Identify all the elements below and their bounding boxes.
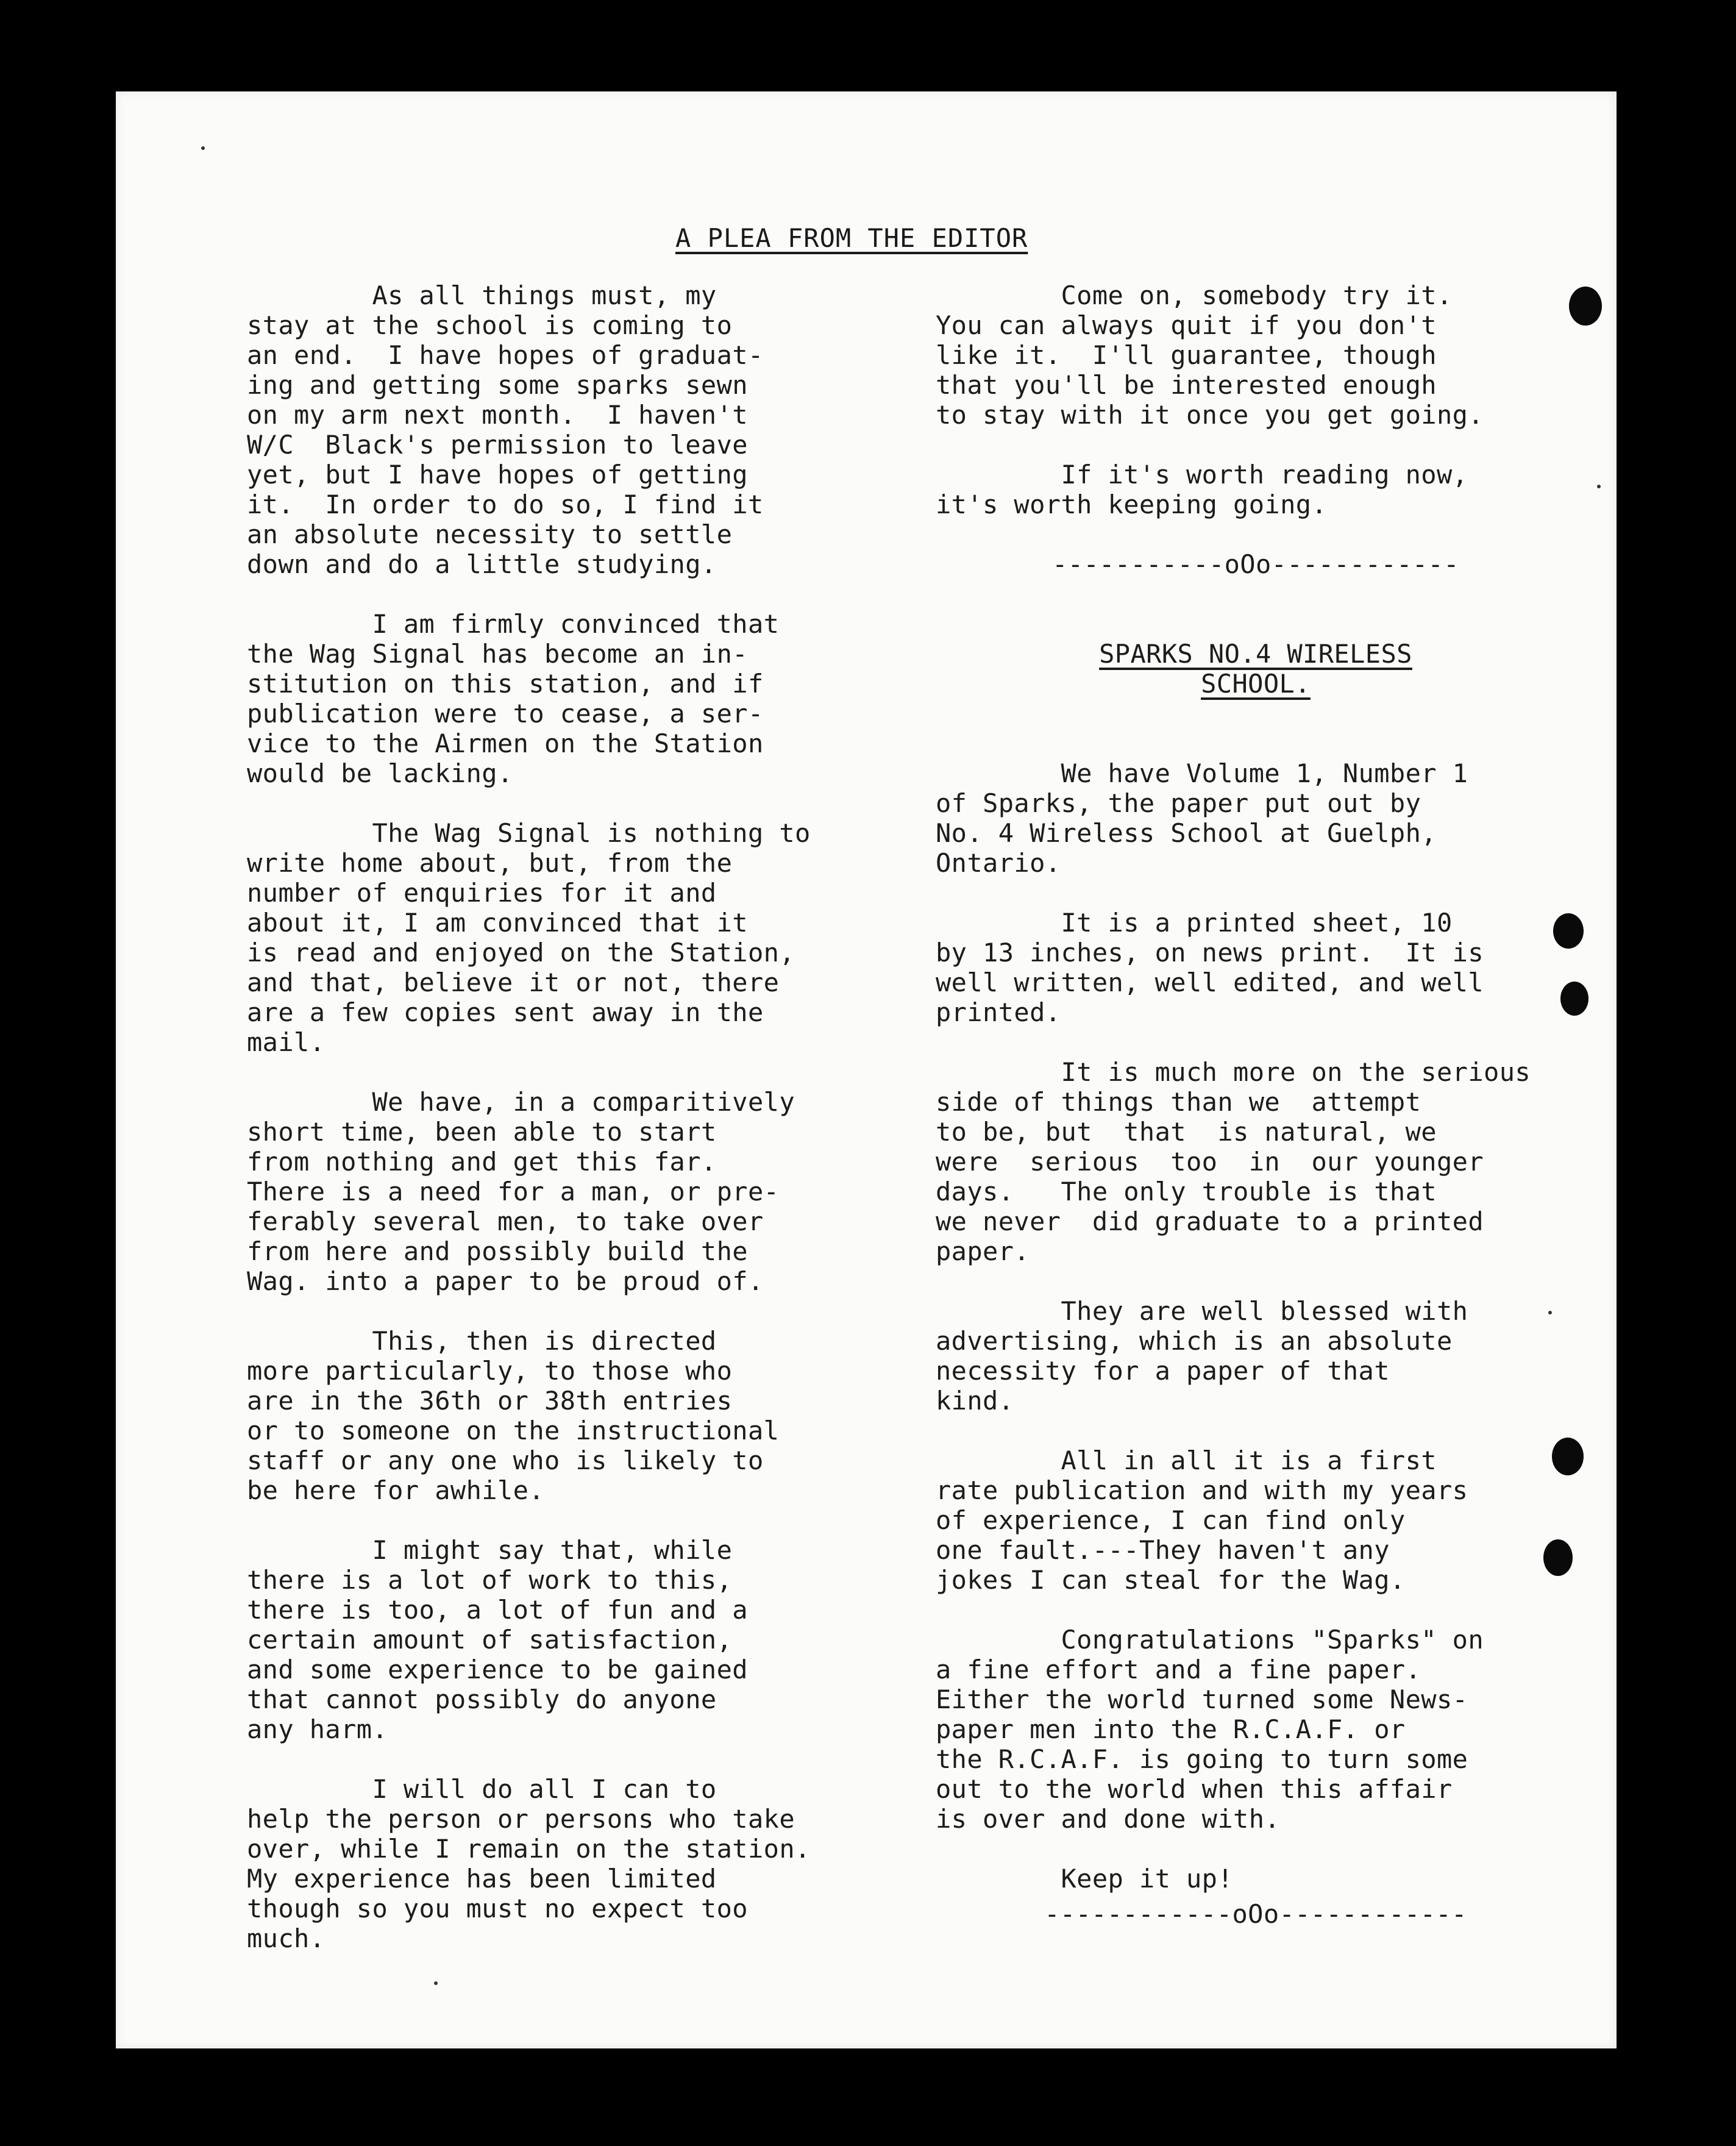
text-line: Keep it up! bbox=[936, 1864, 1234, 1894]
text-line: This, then is directed bbox=[247, 1326, 717, 1356]
text-line: number of enquiries for it and bbox=[247, 878, 717, 908]
punch-hole bbox=[1560, 982, 1588, 1016]
text-line: Congratulations "Sparks" on bbox=[936, 1625, 1484, 1655]
text-line: Wag. into a paper to be proud of. bbox=[247, 1266, 764, 1296]
paper-speck bbox=[434, 1981, 438, 1985]
text-line: would be lacking. bbox=[247, 758, 513, 788]
text-line: vice to the Airmen on the Station bbox=[247, 729, 764, 758]
left-column bbox=[247, 280, 911, 1983]
text-line: any harm. bbox=[247, 1714, 388, 1744]
text-line: were serious too in our younger bbox=[936, 1147, 1484, 1177]
text-line: days. The only trouble is that bbox=[936, 1177, 1437, 1207]
text-line: we never did graduate to a printed bbox=[936, 1207, 1484, 1236]
right-intro-paragraph bbox=[936, 280, 1576, 430]
text-line: No. 4 Wireless School at Guelph, bbox=[936, 818, 1437, 848]
text-line: paper men into the R.C.A.F. or bbox=[936, 1714, 1406, 1744]
text-line: be here for awhile. bbox=[247, 1475, 545, 1505]
text-line: write home about, but, from the bbox=[247, 848, 733, 878]
closing-divider: ------------oOo------------ bbox=[1044, 1899, 1467, 1929]
text-line: or to someone on the instructional bbox=[247, 1416, 780, 1446]
paper-speck bbox=[1548, 1311, 1552, 1314]
text-line: it. In order to do so, I find it bbox=[247, 490, 764, 519]
text-line: of experience, I can find only bbox=[936, 1505, 1406, 1535]
text-line: down and do a little studying. bbox=[247, 549, 717, 579]
text-line: W/C Black's permission to leave bbox=[247, 430, 748, 460]
text-line: mail. bbox=[247, 1027, 326, 1057]
text-line: kind. bbox=[936, 1386, 1014, 1416]
text-line: out to the world when this affair bbox=[936, 1774, 1453, 1804]
right-paragraph bbox=[936, 1446, 1576, 1595]
text-line: the R.C.A.F. is going to turn some bbox=[936, 1744, 1468, 1774]
text-line: an absolute necessity to settle bbox=[247, 519, 733, 549]
text-line: ing and getting some sparks sewn bbox=[247, 370, 748, 400]
text-line: necessity for a paper of that bbox=[936, 1356, 1390, 1386]
text-line: We have Volume 1, Number 1 bbox=[936, 758, 1468, 788]
text-line: I am firmly convinced that bbox=[247, 609, 780, 639]
right-intro-paragraph bbox=[936, 460, 1576, 519]
text-line: like it. I'll guarantee, though bbox=[936, 340, 1437, 370]
heading-line: SPARKS NO.4 WIRELESS bbox=[1099, 639, 1412, 669]
text-line: rate publication and with my years bbox=[936, 1475, 1468, 1505]
text-line: As all things must, my bbox=[247, 280, 717, 310]
right-paragraph bbox=[936, 1864, 1576, 1894]
text-line: help the person or persons who take bbox=[247, 1804, 795, 1834]
text-line: certain amount of satisfaction, bbox=[247, 1625, 733, 1655]
text-line: about it, I am convinced that it bbox=[247, 908, 748, 938]
right-paragraph bbox=[936, 1057, 1576, 1266]
text-line: They are well blessed with bbox=[936, 1296, 1468, 1326]
text-line: Ontario. bbox=[936, 848, 1061, 878]
text-line: I will do all I can to bbox=[247, 1774, 717, 1804]
text-line: You can always quit if you don't bbox=[936, 310, 1437, 340]
text-line: My experience has been limited bbox=[247, 1864, 717, 1894]
text-line: on my arm next month. I haven't bbox=[247, 400, 748, 430]
text-line: publication were to cease, a ser- bbox=[247, 699, 764, 729]
text-line: We have, in a comparitively bbox=[247, 1087, 795, 1117]
text-line: jokes I can steal for the Wag. bbox=[936, 1565, 1406, 1595]
text-line: there is too, a lot of fun and a bbox=[247, 1595, 748, 1625]
text-line: staff or any one who is likely to bbox=[247, 1446, 764, 1475]
text-line: stitution on this station, and if bbox=[247, 669, 764, 699]
text-line: It is much more on the serious bbox=[936, 1057, 1531, 1087]
text-line: I might say that, while bbox=[247, 1535, 733, 1565]
right-paragraph bbox=[936, 1296, 1576, 1416]
left-paragraph bbox=[247, 609, 911, 788]
text-line: that cannot possibly do anyone bbox=[247, 1684, 717, 1714]
text-line: stay at the school is coming to bbox=[247, 310, 733, 340]
text-line: it's worth keeping going. bbox=[936, 490, 1328, 519]
sparks-heading bbox=[936, 639, 1576, 699]
text-line: Either the world turned some News- bbox=[936, 1684, 1468, 1714]
text-line: by 13 inches, on news print. It is bbox=[936, 938, 1484, 968]
text-line: an end. I have hopes of graduat- bbox=[247, 340, 764, 370]
text-line: one fault.---They haven't any bbox=[936, 1535, 1390, 1565]
punch-hole bbox=[1569, 287, 1602, 326]
punch-hole bbox=[1543, 1539, 1573, 1576]
page-title: A PLEA FROM THE EDITOR bbox=[675, 223, 1028, 253]
text-line: If it's worth reading now, bbox=[936, 460, 1468, 490]
text-line: printed. bbox=[936, 997, 1061, 1027]
left-paragraph bbox=[247, 1326, 911, 1505]
text-line: short time, been able to start bbox=[247, 1117, 717, 1147]
section-divider: -----------oOo------------ bbox=[1052, 549, 1459, 579]
text-line: to be, but that is natural, we bbox=[936, 1117, 1437, 1147]
text-line: that you'll be interested enough bbox=[936, 370, 1437, 400]
punch-hole bbox=[1552, 1438, 1584, 1475]
right-column bbox=[936, 280, 1576, 1959]
left-paragraph bbox=[247, 1774, 911, 1953]
text-line: All in all it is a first bbox=[936, 1446, 1437, 1475]
text-line: and that, believe it or not, there bbox=[247, 968, 780, 997]
punch-hole bbox=[1553, 913, 1584, 949]
text-line: There is a need for a man, or pre- bbox=[247, 1177, 780, 1207]
text-line: is over and done with. bbox=[936, 1804, 1281, 1834]
text-line: well written, well edited, and well bbox=[936, 968, 1484, 997]
text-line: are in the 36th or 38th entries bbox=[247, 1386, 733, 1416]
left-paragraph bbox=[247, 280, 911, 579]
left-paragraph bbox=[247, 818, 911, 1057]
text-line: more particularly, to those who bbox=[247, 1356, 733, 1386]
text-line: yet, but I have hopes of getting bbox=[247, 460, 748, 490]
text-line: of Sparks, the paper put out by bbox=[936, 788, 1421, 818]
text-line: is read and enjoyed on the Station, bbox=[247, 938, 795, 968]
text-line: Come on, somebody try it. bbox=[936, 280, 1453, 310]
text-line: from nothing and get this far. bbox=[247, 1147, 717, 1177]
text-line: and some experience to be gained bbox=[247, 1655, 748, 1684]
text-line: there is a lot of work to this, bbox=[247, 1565, 733, 1595]
text-line: from here and possibly build the bbox=[247, 1236, 748, 1266]
paper-speck bbox=[201, 146, 205, 150]
text-line: much. bbox=[247, 1923, 326, 1953]
left-paragraph bbox=[247, 1087, 911, 1296]
text-line: though so you must no expect too bbox=[247, 1894, 748, 1923]
text-line: ferably several men, to take over bbox=[247, 1207, 764, 1236]
text-line: It is a printed sheet, 10 bbox=[936, 908, 1453, 938]
text-line: are a few copies sent away in the bbox=[247, 997, 764, 1027]
text-line: The Wag Signal is nothing to bbox=[247, 818, 811, 848]
right-paragraph bbox=[936, 758, 1576, 878]
text-line: advertising, which is an absolute bbox=[936, 1326, 1453, 1356]
right-paragraph bbox=[936, 908, 1576, 1027]
text-line: the Wag Signal has become an in- bbox=[247, 639, 748, 669]
text-line: a fine effort and a fine paper. bbox=[936, 1655, 1421, 1684]
heading-line: SCHOOL. bbox=[1201, 669, 1311, 699]
text-line: side of things than we attempt bbox=[936, 1087, 1421, 1117]
text-line: paper. bbox=[936, 1236, 1030, 1266]
right-paragraph bbox=[936, 1625, 1576, 1834]
paper-speck bbox=[1597, 485, 1601, 488]
text-line: over, while I remain on the station. bbox=[247, 1834, 811, 1864]
text-line: to stay with it once you get going. bbox=[936, 400, 1484, 430]
left-paragraph bbox=[247, 1535, 911, 1744]
